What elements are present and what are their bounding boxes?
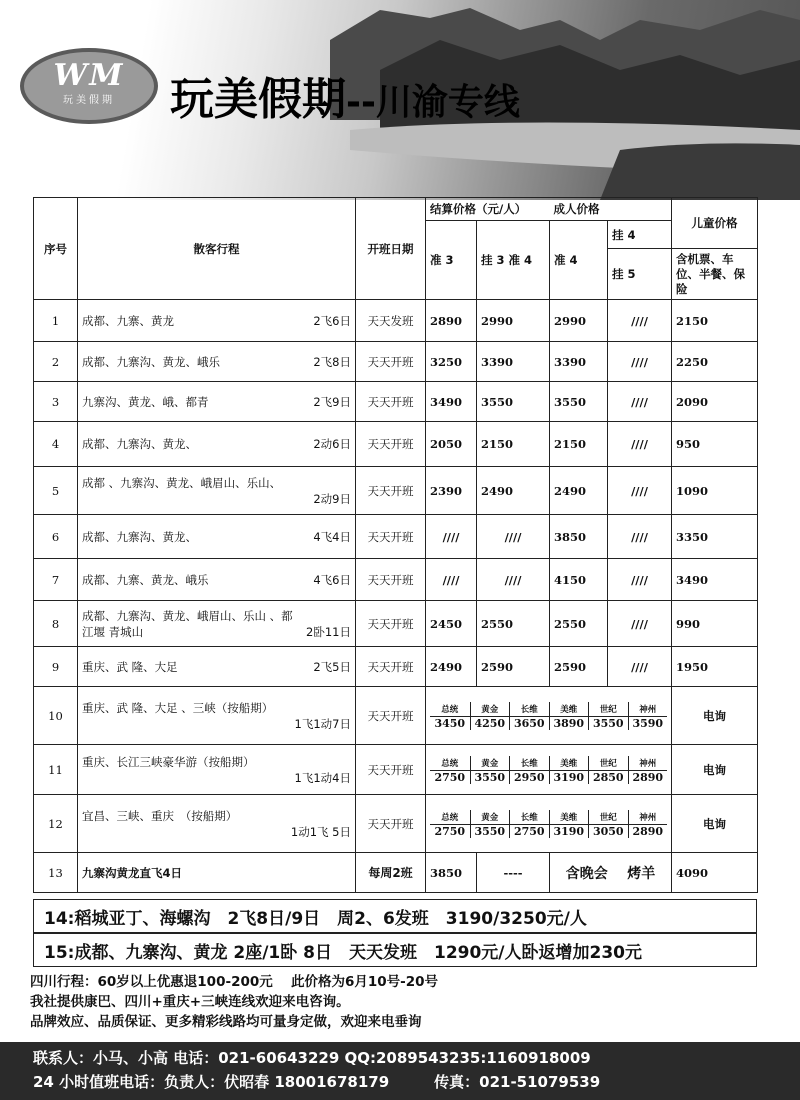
header-child-note: 含机票、车位、半餐、保险 xyxy=(672,249,758,300)
table-row: 2 成都、九寨沟、黄龙、峨乐 2飞8日 天天开班 3250 3390 3390 //// 2250 xyxy=(34,342,758,382)
header-schedule: 开班日期 xyxy=(356,198,426,300)
table-row: 4 成都、九寨沟、黄龙、 2动6日 天天开班 2050 2150 2150 //// 950 xyxy=(34,422,758,467)
note-line: 四川行程：60岁以上优惠退100-200元 此价格为6月10号-20号 xyxy=(30,974,439,990)
table-row: 8 成都、九寨沟、黄龙、峨眉山、乐山 、都 江堰 青城山 2卧11日 天天开班 2450 2550 2550 //// 990 xyxy=(34,601,758,647)
page-title xyxy=(170,63,520,127)
note-line: 品牌效应、品质保证、更多精彩线路均可量身定做，欢迎来电垂询 xyxy=(30,1014,422,1030)
table-row: 5 成都 、九寨沟、黄龙、峨眉山、乐山、 2动9日 天天开班 2390 2490 2490 //// 1090 xyxy=(34,467,758,515)
cruise-row: 11 重庆、长江三峡豪华游（按船期） 1飞1动4日 天天开班 总统 黄金 长维 美维 世纪 神州 2750 3550 2950 3190 2850 2890 电询 xyxy=(34,745,758,795)
table-header-row xyxy=(34,198,758,221)
header-route: 散客行程 xyxy=(78,198,356,300)
table-row-13: 13 九寨沟黄龙直飞4日 每周2班 3850 ---- 含晚会 烤羊 4090 xyxy=(34,853,758,893)
header-zhun3: 准 3 xyxy=(426,221,477,300)
contact-line: 联系人：小马、小高 电话：021-60643229 QQ:2089543235:1160918009 xyxy=(33,1049,591,1067)
hotline-line: 24 小时值班电话：负责人：伏昭春 18001678179 传真：021-51079539 xyxy=(33,1073,601,1091)
table-row: 3 九寨沟、黄龙、峨、都青 2飞9日 天天开班 3490 3550 3550 //// 2090 xyxy=(34,382,758,422)
cruise-row: 12 宜昌、三峡、重庆 （按船期） 1动1飞 5日 天天开班 总统 黄金 长维 美维 世纪 神州 2750 3550 2750 3190 3050 2890 电询 xyxy=(34,795,758,853)
contact-footer xyxy=(0,1042,800,1100)
header-child: 儿童价格 xyxy=(672,198,758,249)
logo-mark: WM xyxy=(53,58,125,93)
table-row: 1 成都、九寨、黄龙 2飞6日 天天发班 2890 2990 2990 //// 2150 xyxy=(34,300,758,342)
notes xyxy=(30,972,770,1032)
header-adult: 成人价格 xyxy=(550,198,672,221)
title-sub: --川渝专线 xyxy=(346,82,520,123)
header-zhun4: 准 4 xyxy=(550,221,608,300)
cruise-row: 10 重庆、武 隆、大足 、三峡（按船期） 1飞1动7日 天天开班 总统 黄金 长维 美维 世纪 神州 3450 4250 3650 3890 3550 3590 电询 xyxy=(34,687,758,745)
extra-route-14: 14:稻城亚丁、海螺沟 2飞8日/9日 周2、6发班 3190/3250元/人 xyxy=(33,899,757,933)
header-settlement: 结算价格（元/人） xyxy=(426,198,550,221)
brand-logo xyxy=(20,48,158,124)
logo-subtext: 玩美假期 xyxy=(63,95,115,106)
table-row: 9 重庆、武 隆、大足 2飞5日 天天开班 2490 2590 2590 //// 1950 xyxy=(34,647,758,687)
table-row: 6 成都、九寨沟、黄龙、 4飞4日 天天开班 //// //// 3850 //// 3350 xyxy=(34,515,758,559)
header-index: 序号 xyxy=(34,198,78,300)
table-row: 7 成都、九寨、黄龙、峨乐 4飞6日 天天开班 //// //// 4150 //// 3490 xyxy=(34,559,758,601)
header-gua3zhun4: 挂 3 准 4 xyxy=(477,221,550,300)
header-gua5: 挂 5 xyxy=(608,249,672,300)
header-banner xyxy=(0,0,800,200)
header-gua4: 挂 4 xyxy=(608,221,672,249)
price-table xyxy=(33,197,758,893)
note-line: 我社提供康巴、四川+重庆+三峡连线欢迎来电咨询。 xyxy=(30,994,350,1010)
title-main: 玩美假期 xyxy=(170,74,346,125)
extra-route-15: 15:成都、九寨沟、黄龙 2座/1卧 8日 天天发班 1290元/人卧返增加230元 xyxy=(33,933,757,967)
